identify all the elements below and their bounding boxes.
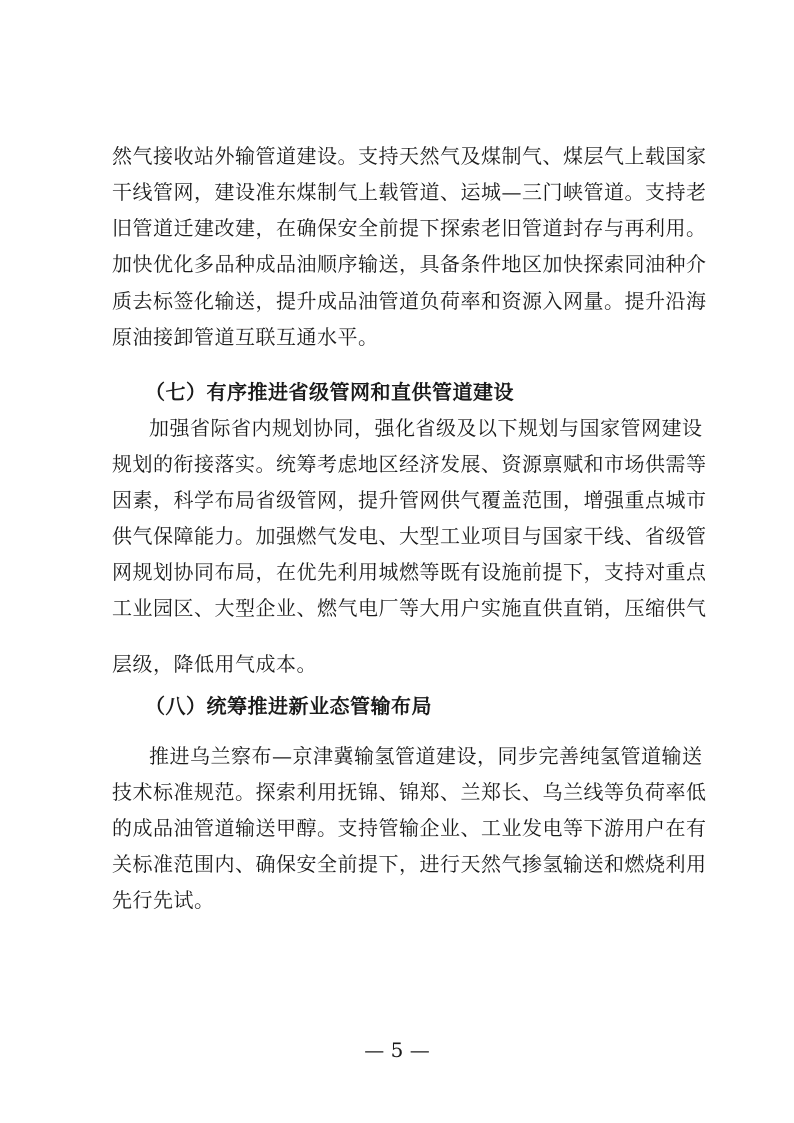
paragraph-line: 干线管网，建设准东煤制气上载管道、运城—三门峡管道。支持老 — [112, 180, 707, 204]
paragraph-line: 加强省际省内规划协同，强化省级及以下规划与国家管网建设 — [149, 416, 703, 440]
paragraph-line: 原油接卸管道互联互通水平。 — [112, 325, 379, 349]
paragraph-line: 关标准范围内、确保安全前提下，进行天然气掺氢输送和燃烧利用 — [112, 852, 707, 876]
section-heading-8: （八）统筹推进新业态管输布局 — [145, 694, 432, 718]
paragraph-line: 规划的衔接落实。统筹考虑地区经济发展、资源禀赋和市场供需等 — [112, 452, 707, 476]
paragraph-line: 推进乌兰察布—京津冀输氢管道建设，同步完善纯氢管道输送 — [149, 744, 703, 768]
paragraph-line: 技术标准规范。探索利用抚锦、锦郑、兰郑长、乌兰线等负荷率低 — [112, 780, 707, 804]
paragraph-line: 旧管道迁建改建，在确保安全前提下探索老旧管道封存与再利用。 — [112, 216, 707, 240]
paragraph-line: 的成品油管道输送甲醇。支持管输企业、工业发电等下游用户在有 — [112, 816, 707, 840]
paragraph-line: 工业园区、大型企业、燃气电厂等大用户实施直供直销，压缩供气 — [112, 596, 707, 620]
paragraph-line: 然气接收站外输管道建设。支持天然气及煤制气、煤层气上载国家 — [112, 144, 707, 168]
paragraph-line: 加快优化多品种成品油顺序输送，具备条件地区加快探索同油种介 — [112, 252, 707, 276]
paragraph-line: 因素，科学布局省级管网，提升管网供气覆盖范围，增强重点城市 — [112, 488, 707, 512]
paragraph-line: 供气保障能力。加强燃气发电、大型工业项目与国家干线、省级管 — [112, 524, 707, 548]
paragraph-line: 网规划协同布局，在优先利用城燃等既有设施前提下，支持对重点 — [112, 560, 707, 584]
paragraph-line: 层级，降低用气成本。 — [112, 652, 317, 676]
page-number: — 5 — — [364, 1038, 430, 1062]
paragraph-line: 先行先试。 — [112, 888, 215, 912]
paragraph-line: 质去标签化输送，提升成品油管道负荷率和资源入网量。提升沿海 — [112, 289, 707, 313]
section-heading-7: （七）有序推进省级管网和直供管道建设 — [145, 380, 514, 404]
